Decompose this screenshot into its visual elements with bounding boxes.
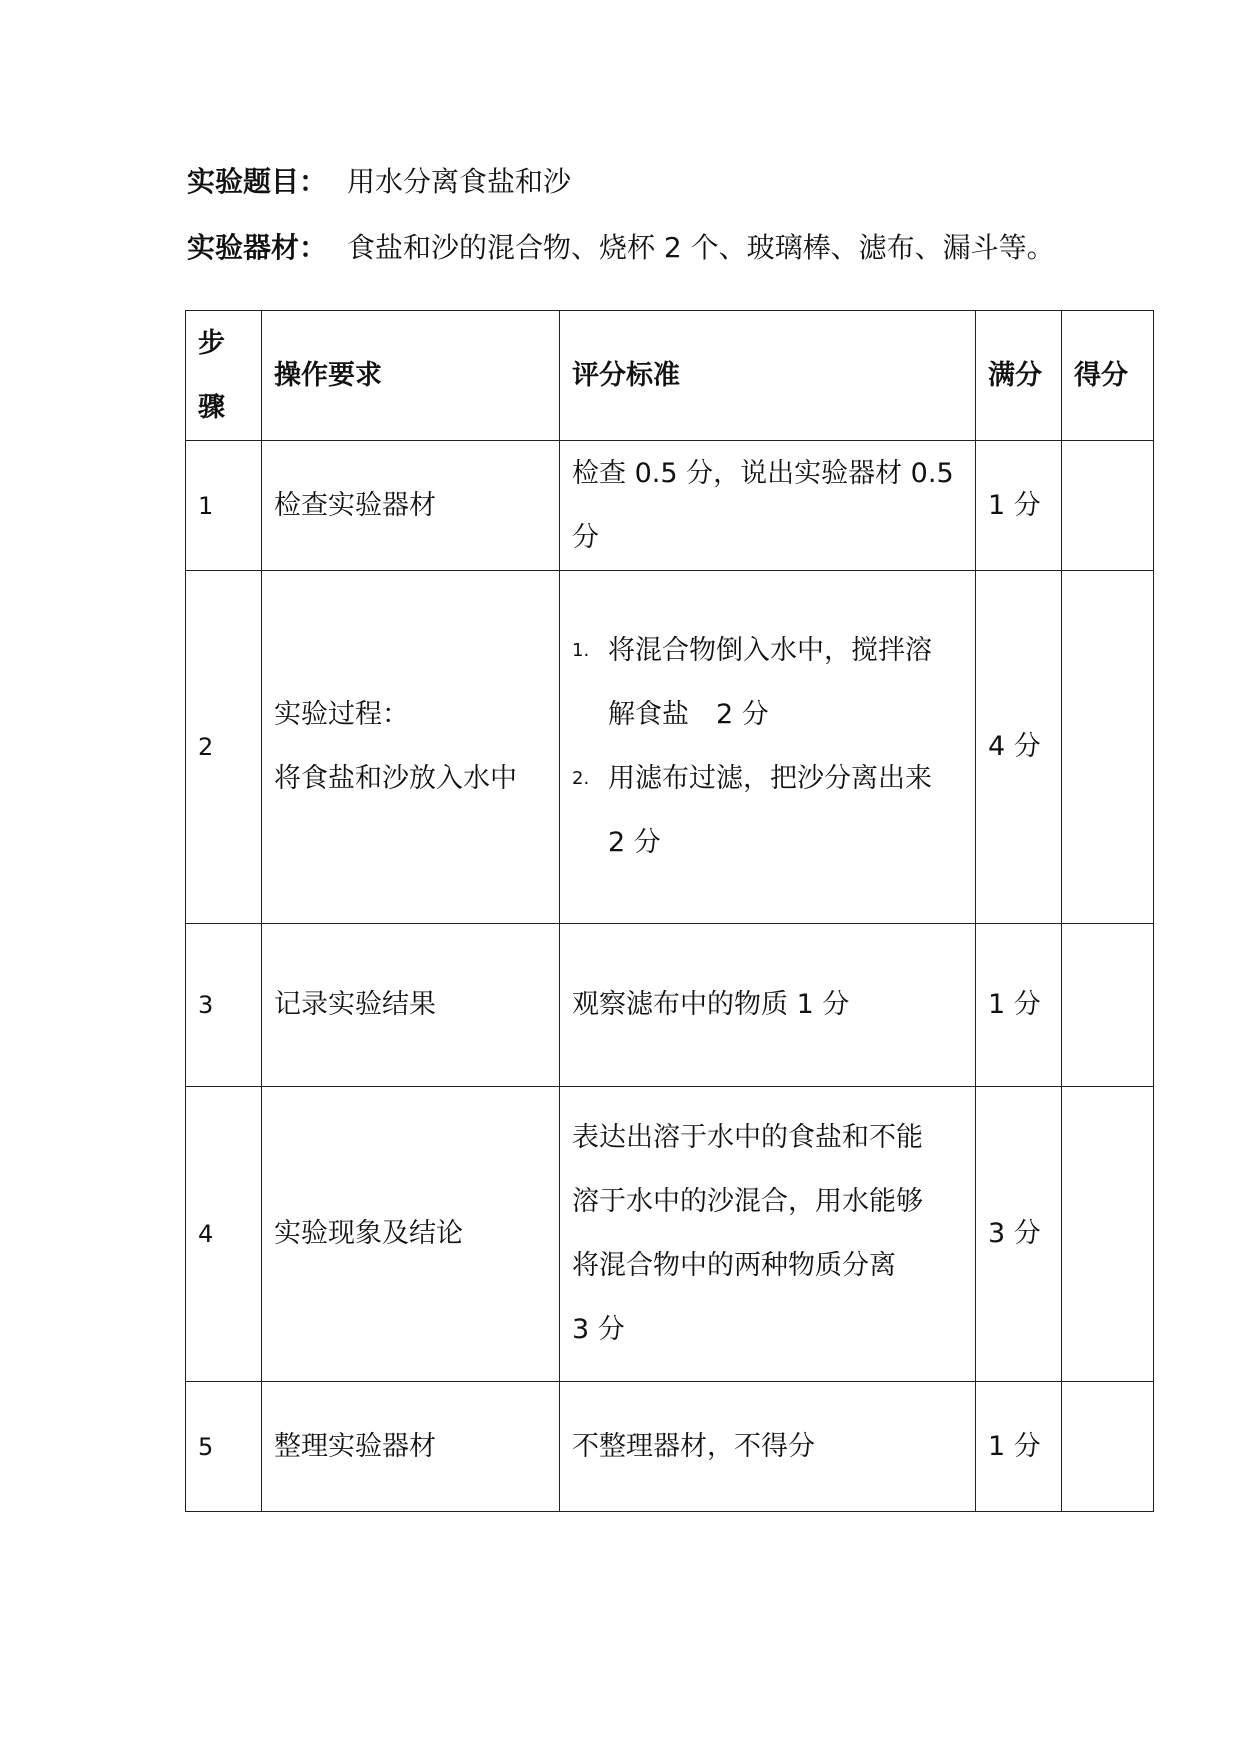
criteria-line: 用滤布过滤，把沙分离出来 bbox=[608, 763, 932, 794]
full-score-cell: 3 分 bbox=[976, 1087, 1062, 1382]
full-score-cell: 1 分 bbox=[976, 924, 1062, 1087]
criteria-list-item bbox=[572, 747, 963, 875]
criteria-line: 溶于水中的沙混合，用水能够 bbox=[572, 1186, 923, 1217]
criteria-line: 2 分 bbox=[608, 827, 661, 858]
criteria-cell bbox=[560, 924, 976, 1087]
operation-cell bbox=[262, 441, 560, 571]
operation-line: 记录实验结果 bbox=[274, 989, 436, 1020]
full-score-cell: 1 分 bbox=[976, 1382, 1062, 1512]
score-cell[interactable] bbox=[1062, 441, 1154, 571]
criteria-cell bbox=[560, 441, 976, 571]
criteria-line: 分 bbox=[572, 521, 599, 553]
operation-line: 整理实验器材 bbox=[274, 1430, 436, 1462]
score-cell[interactable] bbox=[1062, 1382, 1154, 1512]
header-full-score: 满分 bbox=[976, 311, 1062, 441]
equipment-line bbox=[187, 228, 1055, 268]
step-number: 5 bbox=[186, 1382, 262, 1512]
operation-cell bbox=[262, 571, 560, 924]
operation-cell bbox=[262, 1087, 560, 1382]
topic-value: 用水分离食盐和沙 bbox=[347, 165, 572, 198]
score-cell[interactable] bbox=[1062, 1087, 1154, 1382]
score-cell[interactable] bbox=[1062, 924, 1154, 1087]
criteria-line: 解食盐 2 分 bbox=[608, 699, 769, 730]
criteria-line: 观察滤布中的物质 1 分 bbox=[572, 989, 850, 1020]
operation-line: 实验现象及结论 bbox=[274, 1218, 463, 1249]
step-number: 2 bbox=[186, 571, 262, 924]
step-number: 4 bbox=[186, 1087, 262, 1382]
step-number: 3 bbox=[186, 924, 262, 1087]
score-cell[interactable] bbox=[1062, 571, 1154, 924]
list-marker: 2. bbox=[572, 768, 590, 789]
operation-line: 检查实验器材 bbox=[274, 489, 436, 521]
header-step bbox=[186, 311, 262, 441]
criteria-line: 表达出溶于水中的食盐和不能 bbox=[572, 1122, 923, 1153]
operation-cell bbox=[262, 924, 560, 1087]
operation-line: 将食盐和沙放入水中 bbox=[274, 763, 517, 794]
topic-line bbox=[187, 162, 571, 202]
topic-label: 实验题目： bbox=[187, 165, 328, 198]
step-number: 1 bbox=[186, 441, 262, 571]
table-row bbox=[186, 441, 1154, 571]
criteria-line: 3 分 bbox=[572, 1314, 625, 1345]
criteria-line: 不整理器材，不得分 bbox=[572, 1430, 815, 1462]
list-marker: 1. bbox=[572, 640, 590, 661]
full-score-cell: 4 分 bbox=[976, 571, 1062, 924]
criteria-cell bbox=[560, 1382, 976, 1512]
table-row bbox=[186, 571, 1154, 924]
criteria-list bbox=[572, 619, 963, 875]
table-row bbox=[186, 924, 1154, 1087]
table-header-row bbox=[186, 311, 1154, 441]
criteria-list-item bbox=[572, 619, 963, 747]
scoring-table bbox=[185, 310, 1154, 1512]
operation-cell bbox=[262, 1382, 560, 1512]
header-criteria: 评分标准 bbox=[560, 311, 976, 441]
full-score-cell: 1 分 bbox=[976, 441, 1062, 571]
operation-line: 实验过程： bbox=[274, 699, 409, 730]
criteria-line: 将混合物倒入水中，搅拌溶 bbox=[608, 635, 932, 666]
criteria-cell bbox=[560, 1087, 976, 1382]
table-row bbox=[186, 1087, 1154, 1382]
table-row bbox=[186, 1382, 1154, 1512]
header-step-char-1: 步 bbox=[198, 327, 225, 359]
header-step-char-2: 骤 bbox=[198, 391, 225, 423]
header-operation: 操作要求 bbox=[262, 311, 560, 441]
header-score: 得分 bbox=[1062, 311, 1154, 441]
criteria-cell bbox=[560, 571, 976, 924]
equipment-label: 实验器材： bbox=[187, 231, 328, 264]
equipment-value: 食盐和沙的混合物、烧杯 2 个、玻璃棒、滤布、漏斗等。 bbox=[347, 231, 1055, 264]
criteria-line: 检查 0.5 分，说出实验器材 0.5 bbox=[572, 457, 954, 489]
criteria-line: 将混合物中的两种物质分离 bbox=[572, 1250, 896, 1281]
